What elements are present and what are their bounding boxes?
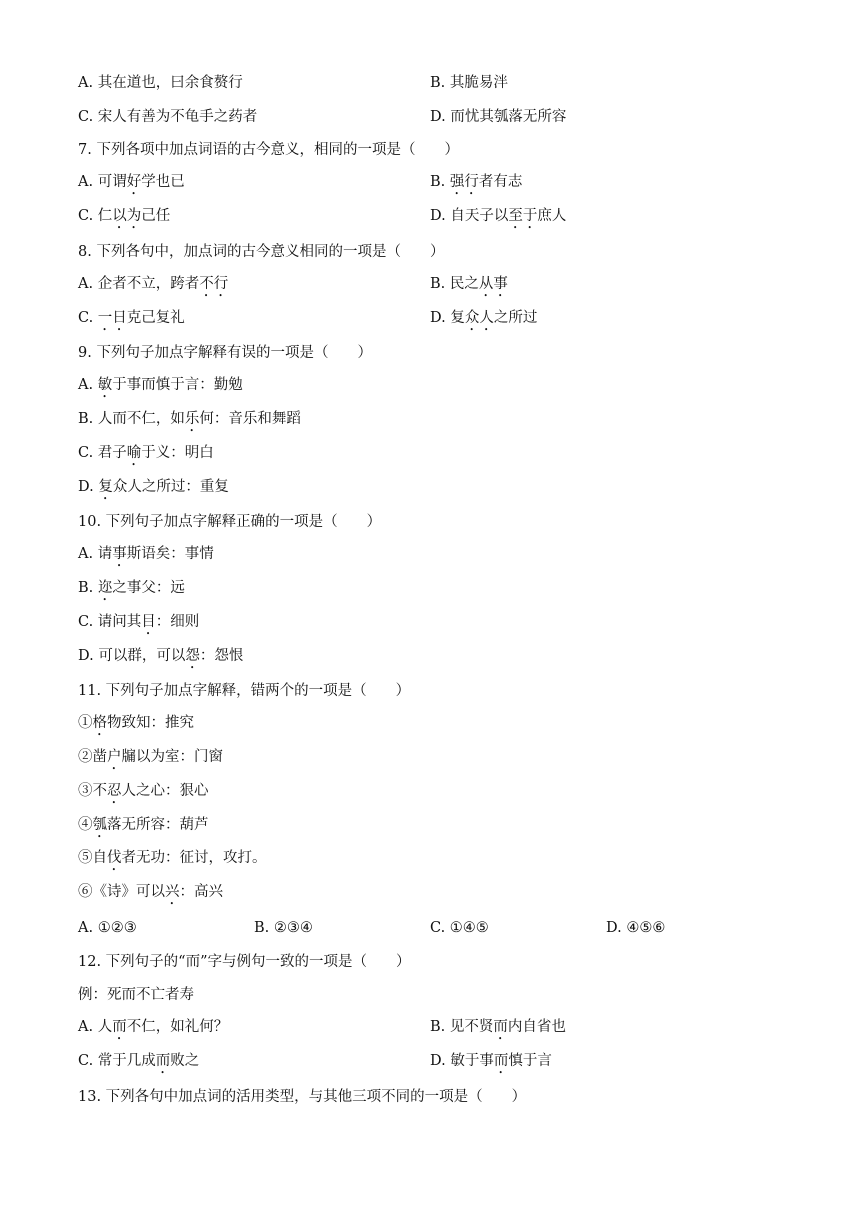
q6-option-d: D. 而忧其瓠落无所容 (430, 109, 567, 125)
q11-option-b: B. ②③④ (254, 920, 313, 936)
q11-item-2: ②凿户牖以为室：门窗 (78, 749, 223, 765)
emphasized-word: 伐 (107, 850, 122, 866)
q8-option-b: B. 民之从事 (430, 276, 508, 292)
emphasized-word: 瓠 (92, 817, 107, 833)
q8-stem: 8. 下列各句中，加点词的古今意义相同的一项是（ ） (78, 244, 445, 260)
q12-option-d: D. 敏于事而慎于言 (430, 1053, 552, 1069)
q7-option-b: B. 强行者有志 (430, 174, 523, 190)
emphasized-word: 兴 (165, 884, 180, 900)
q12-option-c: C. 常于几成而败之 (78, 1053, 200, 1069)
emphasized-word: 敏 (97, 377, 113, 393)
q7-option-d: D. 自天子以至于庶人 (430, 208, 567, 224)
q10-option-d: D. 可以群，可以怨：怨恨 (78, 648, 244, 664)
q6-option-c: C. 宋人有善为不龟手之药者 (78, 109, 258, 125)
q8-option-d: D. 复众人之所过 (430, 310, 538, 326)
q9-option-b: B. 人而不仁，如乐何：音乐和舞蹈 (78, 411, 301, 427)
q11-item-5: ⑤自伐者无功：征讨，攻打。 (78, 850, 267, 866)
q11-option-c: C. ①④⑤ (430, 920, 489, 936)
q10-option-a: A. 请事斯语矣：事情 (78, 546, 214, 562)
q7-option-c: C. 仁以为己任 (78, 208, 171, 224)
emphasized-word: 复 (98, 479, 113, 495)
emphasized-word: 事 (112, 546, 127, 562)
q9-option-d: D. 复众人之所过：重复 (78, 479, 229, 495)
emphasized-word: 喻 (126, 445, 142, 461)
q9-option-a: A. 敏于事而慎于言：勤勉 (78, 377, 243, 393)
q12-option-b: B. 见不贤而内自省也 (430, 1019, 566, 1035)
q10-option-b: B. 迩之事父：远 (78, 580, 185, 596)
q11-item-4: ④瓠落无所容：葫芦 (78, 817, 209, 833)
q6-option-b: B. 其脆易泮 (430, 75, 508, 91)
emphasized-word: 而 (112, 1019, 127, 1035)
q6-option-a: A. 其在道也，曰余食赘行 (78, 75, 243, 91)
q7-stem: 7. 下列各项中加点词语的古今意义，相同的一项是（ ） (78, 142, 459, 158)
emphasized-word: 乐 (184, 411, 200, 427)
emphasized-word: 不行 (199, 276, 229, 292)
q12-example: 例：死而不亡者寿 (78, 987, 194, 1003)
q11-item-1: ①格物致知：推究 (78, 715, 194, 731)
q9-option-c: C. 君子喻于义：明白 (78, 445, 214, 461)
emphasized-word: 至于 (508, 208, 538, 224)
q11-option-a: A. ①②③ (78, 920, 137, 936)
emphasized-word: 忍 (107, 783, 122, 799)
q13-stem: 13. 下列各句中加点词的活用类型，与其他三项不同的一项是（ ） (78, 1089, 527, 1105)
emphasized-word: 而 (155, 1053, 171, 1069)
q8-option-a: A. 企者不立，跨者不行 (78, 276, 229, 292)
q11-stem: 11. 下列句子加点字解释，错两个的一项是（ ） (78, 683, 411, 699)
q12-option-a: A. 人而不仁，如礼何？ (78, 1019, 229, 1035)
emphasized-word: 好 (126, 174, 142, 190)
emphasized-word: 从事 (478, 276, 508, 292)
emphasized-word: 而 (493, 1019, 508, 1035)
emphasized-word: 目 (141, 614, 156, 630)
emphasized-word: 而 (493, 1053, 509, 1069)
emphasized-word: 迩 (97, 580, 113, 596)
emphasized-word: 户 (107, 749, 122, 765)
q7-option-a: A. 可谓好学也已 (78, 174, 185, 190)
q10-option-c: C. 请问其目：细则 (78, 614, 200, 630)
emphasized-word: 强行 (449, 174, 479, 190)
emphasized-word: 怨 (185, 648, 200, 664)
q10-stem: 10. 下列句子加点字解释正确的一项是（ ） (78, 514, 382, 530)
emphasized-word: 一日 (97, 310, 127, 326)
q11-option-d: D. ④⑤⑥ (606, 920, 666, 936)
emphasized-word: 格 (92, 715, 107, 731)
q12-stem: 12. 下列句子的“而”字与例句一致的一项是（ ） (78, 954, 411, 970)
q11-item-6: ⑥《诗》可以兴：高兴 (78, 884, 223, 900)
emphasized-word: 众人 (464, 310, 494, 326)
q11-item-3: ③不忍人之心：狠心 (78, 783, 209, 799)
q9-stem: 9. 下列句子加点字解释有误的一项是（ ） (78, 345, 372, 361)
q8-option-c: C. 一日克己复礼 (78, 310, 185, 326)
emphasized-word: 以为 (112, 208, 142, 224)
